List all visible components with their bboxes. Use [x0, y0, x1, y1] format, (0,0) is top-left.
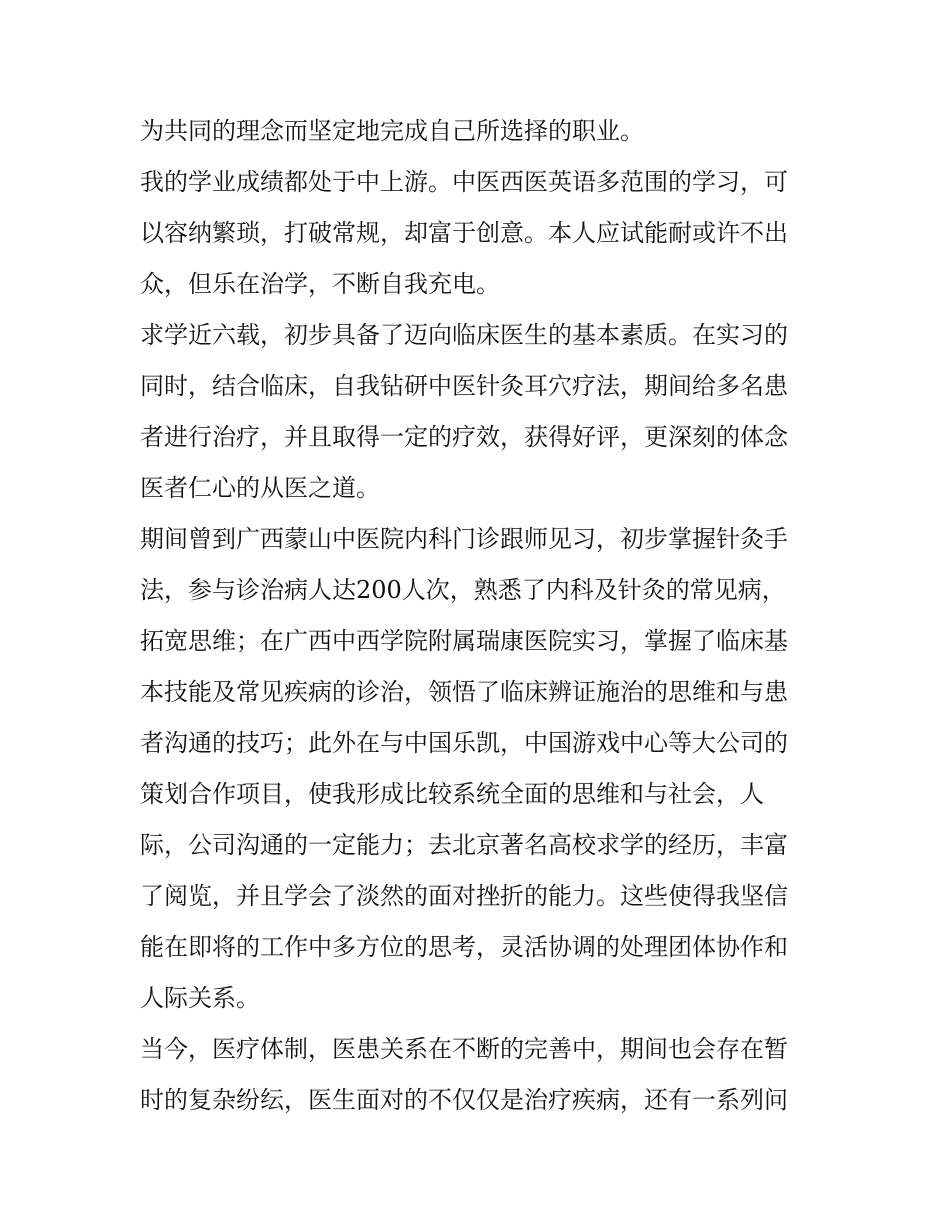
text-line: 法，参与诊治病人达200人次，熟悉了内科及针灸的常见病，: [140, 576, 786, 604]
text-line: 众，但乐在治学，不断自我充电。: [140, 270, 500, 298]
text-line: 为共同的理念而坚定地完成自己所选择的职业。: [140, 117, 644, 145]
text-line: 者进行治疗，并且取得一定的疗效，获得好评，更深刻的体念: [140, 423, 788, 451]
text-line: 本技能及常见疾病的诊治，领悟了临床辨证施治的思维和与患: [140, 678, 788, 706]
text-line: 者沟通的技巧；此外在与中国乐凯，中国游戏中心等大公司的: [140, 729, 788, 757]
text-line: 际，公司沟通的一定能力；去北京著名高校求学的经历，丰富: [140, 831, 788, 859]
text-line: 能在即将的工作中多方位的思考，灵活协调的处理团体协作和: [140, 933, 788, 961]
text-line: 以容纳繁琐，打破常规，却富于创意。本人应试能耐或许不出: [140, 219, 788, 247]
document-body: [140, 106, 820, 1126]
text-line: 我的学业成绩都处于中上游。中医西医英语多范围的学习，可: [140, 168, 788, 196]
text-line: 医者仁心的从医之道。: [140, 474, 380, 502]
text-line: 求学近六载，初步具备了迈向临床医生的基本素质。在实习的: [140, 321, 788, 349]
text-line: 期间曾到广西蒙山中医院内科门诊跟师见习，初步掌握针灸手: [140, 525, 788, 553]
text-line: 拓宽思维；在广西中西学院附属瑞康医院实习，掌握了临床基: [140, 627, 788, 655]
text-line: 时的复杂纷纭，医生面对的不仅仅是治疗疾病，还有一系列问: [140, 1086, 788, 1114]
text-line: 策划合作项目，使我形成比较系统全面的思维和与社会，人: [140, 780, 764, 808]
text-line: 当今，医疗体制，医患关系在不断的完善中，期间也会存在暂: [140, 1035, 788, 1063]
text-line: 同时，结合临床，自我钻研中医针灸耳穴疗法，期间给多名患: [140, 372, 788, 400]
text-line: 人际关系。: [140, 984, 260, 1012]
text-line: 了阅览，并且学会了淡然的面对挫折的能力。这些使得我坚信: [140, 882, 788, 910]
